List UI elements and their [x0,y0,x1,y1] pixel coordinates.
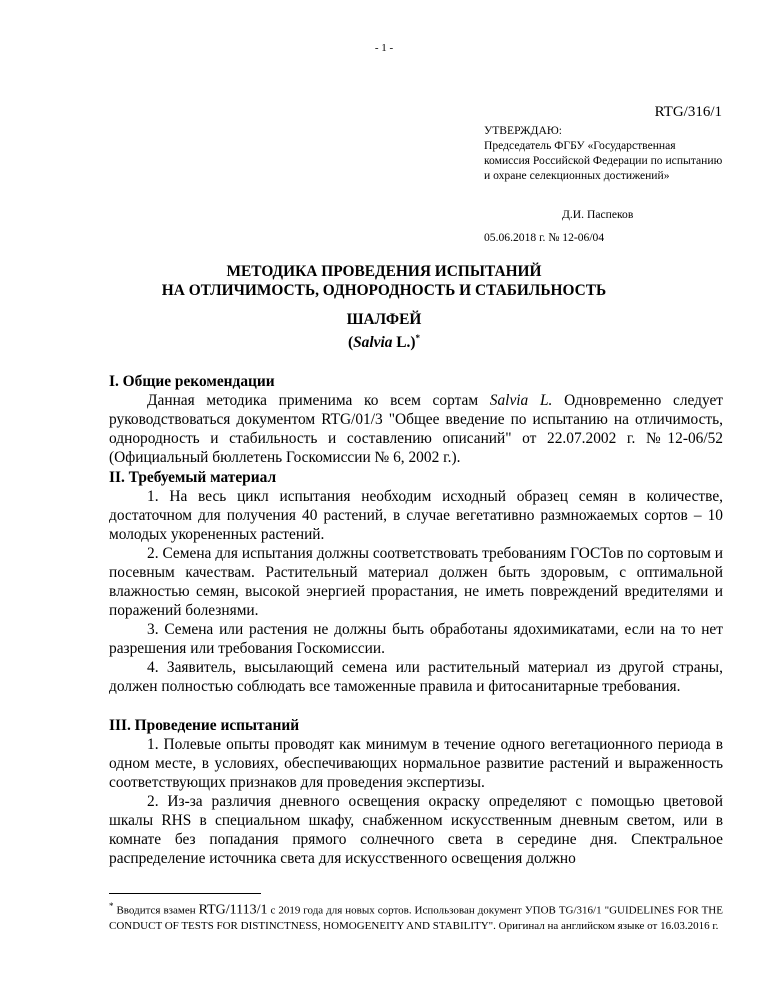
latin-open: ( [347,334,354,352]
section-testing [109,716,723,868]
section-2-paragraph: 4. Заявитель, высылающий семена или растительный материал из другой страны, должен полностью соблюдать все таможенные правила и фитосанитарные требования. [109,659,723,695]
section-1-heading: I. Общие рекомендации [109,373,275,390]
footnote-text-b: с 2019 года для новых сортов. Использован документ УПОВ TG/316/1 "GUIDELINES FOR THE CONDUCT OF TESTS FOR DISTINCTNESS, HOMOGENEITY AND STABILITY". Оригинал на английском языке от 16.03.2016 г. [109,904,723,933]
section-general [109,372,723,467]
footnote-mark: * [415,333,421,343]
approval-text: Председатель ФГБУ «Государственная комиссия Российской Федерации по испытанию и охране селекционных достижений» [484,139,723,182]
s1-italic: Salvia L. [489,392,553,409]
footnote-divider [109,893,261,894]
title-line-1: МЕТОДИКА ПРОВЕДЕНИЯ ИСПЫТАНИЙ [226,263,542,280]
plant-latin-name [0,329,768,352]
section-2-heading: II. Требуемый материал [109,469,277,486]
section-3-paragraph: 1. Полевые опыты проводят как минимум в течение одного вегетационного периода в одном месте, в условиях, обеспечивающих нормальное развитие растений и выраженность соответствующих признаков для проведения экспертизы. [109,736,723,791]
footnote [109,899,723,935]
section-2-paragraph: 2. Семена для испытания должны соответствовать требованиям ГОСТов по сортовым и посевным качествам. Растительный материал должен быть здоровым, с оптимальной влажностью семян, высокой энергией прорастания, не иметь повреждений вредителями и поражений болезнями. [109,545,723,619]
latin-rest: L.) [392,334,416,352]
section-3-paragraph: 2. Из-за различия дневного освещения окраску определяют с помощью цветовой шкалы RHS в специальном шкафу, снабженном искусственным дневным светом, или в комнате без попадания прямого солнечного света в середине дня. Спектральное распределение источника света для искусственного освещения должно [109,793,723,867]
approval-date-number: 05.06.2018 г. № 12-06/04 [484,231,605,244]
approval-block [484,123,724,183]
approval-heading: УТВЕРЖДАЮ: [484,124,562,137]
footnote-code: RTG/1113/1 [198,902,268,918]
footnote-marker: * [109,901,114,911]
section-2-paragraph: 1. На весь цикл испытания необходим исходный образец семян в количестве, достаточном для получения 40 растений, в случае вегетативно размножаемых сортов – 10 молодых укорененных растений. [109,488,723,543]
latin-genus: Salvia [353,334,393,352]
footnote-text-a: Вводится взамен [113,904,199,917]
section-3-heading: III. Проведение испытаний [109,717,300,734]
title-line-2: НА ОТЛИЧИМОСТЬ, ОДНОРОДНОСТЬ И СТАБИЛЬНОСТЬ [161,282,607,299]
document-code: RTG/316/1 [654,104,722,120]
s1-text-a: Данная методика применима ко всем сортам [147,392,490,409]
section-material [109,468,723,696]
approval-signer: Д.И. Паспеков [562,208,634,221]
page-number: - 1 - [374,42,394,54]
plant-name: ШАЛФЕЙ [346,311,422,328]
section-2-paragraph: 3. Семена или растения не должны быть обработаны ядохимикатами, если на то нет разрешения или требования Госкомиссии. [109,621,723,657]
section-1-paragraph [109,391,723,467]
s1-text-b: Одновременно следует руководствоваться документом RTG/01/3 "Общее введение по испытанию на отличимость, однородность и стабильность и составлению описаний" от 22.07.2002 г. №12-06/52 (Официальный бюллетень Госкомиссии № 6, 2002 г.). [109,392,724,466]
